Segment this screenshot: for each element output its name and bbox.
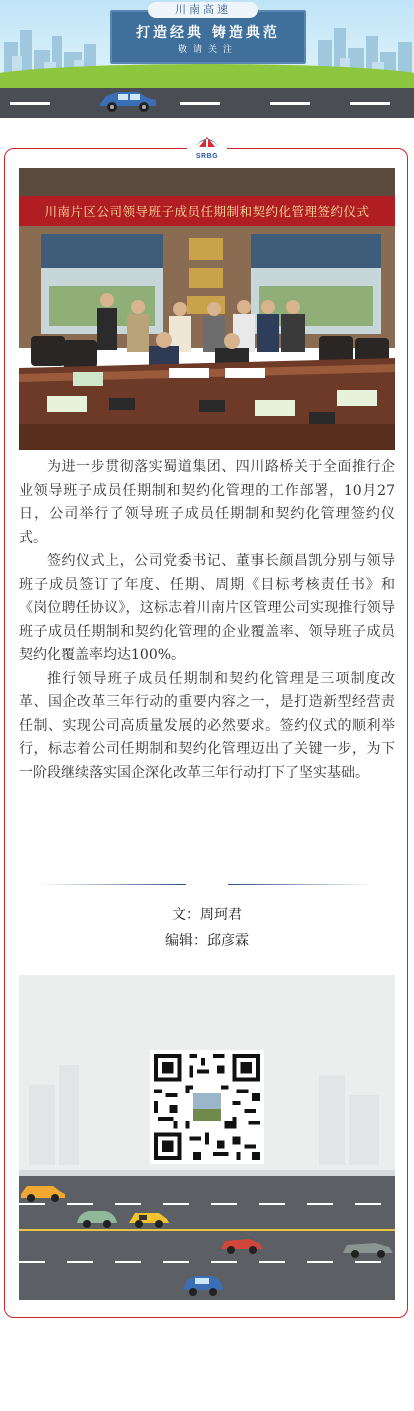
footer-road-lane-dashed [19, 1261, 395, 1263]
photo-banner-text: 川南片区公司领导班子成员任期制和契约化管理签约仪式 [44, 204, 370, 219]
grey-car-icon [341, 1237, 395, 1259]
article-body [19, 456, 395, 785]
article-paragraph: 签约仪式上，公司党委书记、董事长颜昌凯分别与领导班子成员签订了年度、任期、周期《目标考核责任书》和《岗位聘任协议》，这标志着川南片区管理公司实现推行领导班子成员任期制和契约化管理的企业覆盖率、领导班子成员契约化覆盖率均达100%。 [19, 553, 395, 663]
editor-credit: 编辑：邱彦霖 [165, 933, 249, 949]
follow-prompt: 敬请关注 [177, 45, 238, 55]
footer-road-lane-yellow [19, 1229, 395, 1231]
footer-illustration [19, 975, 395, 1300]
footer-road-edge [19, 1170, 395, 1176]
qr-code[interactable] [150, 1050, 264, 1164]
article-paragraph: 推行领导班子成员任期制和契约化管理是三项制度改革、国企改革三年行动的重要内容之一，是打造新型经营责任制、实现公司高质量发展的必然要求。签约仪式的顺利举行，标志着公司任期制和契约化管理迈出了关键一步，为下一阶段继续落实国企深化改革三年行动打下了坚实基础。 [19, 670, 395, 781]
divider-left [40, 884, 186, 885]
road-marking [350, 102, 390, 105]
orange-car-icon [19, 1180, 67, 1202]
author-credit: 文：周珂君 [172, 907, 242, 923]
banner-slogan: 打造经典 铸造典范 [136, 25, 280, 41]
logo-text: SRBG [195, 153, 219, 160]
blue-car-icon [96, 86, 160, 114]
yellow-car-icon [127, 1207, 171, 1229]
blue-car-icon [181, 1272, 225, 1298]
company-logo [187, 131, 227, 165]
road-marking [180, 102, 220, 105]
brand-name: 川南高速 [148, 2, 258, 18]
divider-right [228, 884, 374, 885]
signing-ceremony-photo [19, 168, 395, 450]
red-car-icon [219, 1233, 265, 1255]
green-car-icon [75, 1207, 119, 1229]
road-marking [10, 102, 50, 105]
road-marking [270, 102, 310, 105]
top-banner [0, 0, 414, 118]
article-paragraph: 为进一步贯彻落实蜀道集团、四川路桥关于全面推行企业领导班子成员任期制和契约化管理的工作部署，10月27日，公司举行了领导班子成员任期制和契约化管理签约仪式。 [19, 459, 395, 546]
footer-road-lane-dashed [19, 1203, 395, 1205]
